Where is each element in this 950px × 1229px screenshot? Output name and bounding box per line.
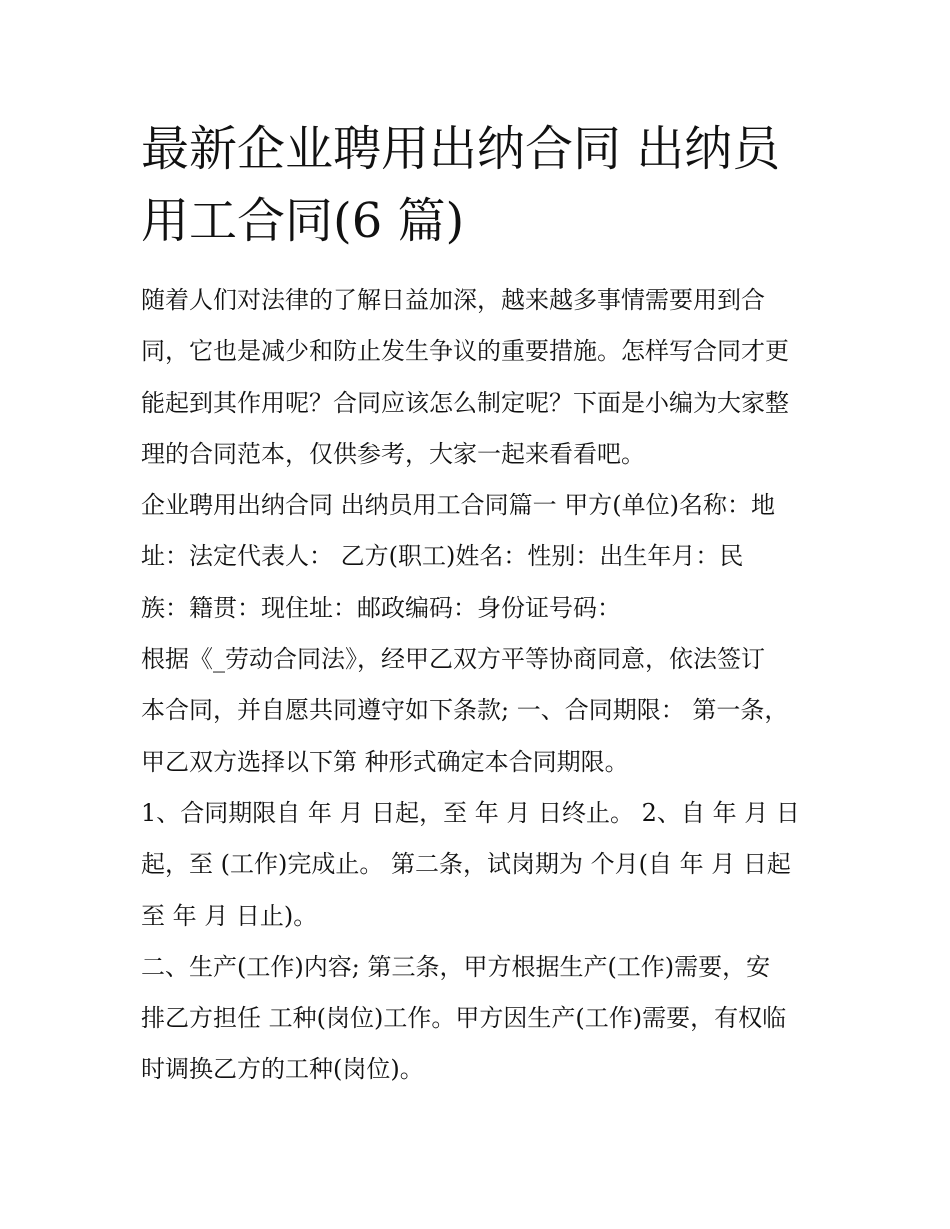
work-content-paragraph-line: 时调换乙方的工种(岗位)。: [141, 1055, 424, 1084]
term-paragraph-line: 起，至 (工作)完成止。 第二条，试岗期为 个月(自 年 月 日起: [141, 850, 791, 879]
intro-paragraph-line: 同，它也是减少和防止发生争议的重要措施。怎样写合同才更: [141, 337, 789, 366]
title-line-1: 最新企业聘用出纳合同 出纳员: [141, 121, 781, 177]
term-paragraph-line: 1、合同期限自 年 月 日起，至 年 月 日终止。 2、自 年 月 日: [141, 798, 800, 827]
document-body: [141, 275, 831, 1096]
intro-paragraph-line: 随着人们对法律的了解日益加深，越来越多事情需要用到合: [141, 286, 765, 314]
intro-paragraph-line: 理的合同范本，仅供参考，大家一起来看看吧。: [141, 439, 645, 468]
term-paragraph-line: 至 年 月 日止)。: [141, 901, 318, 930]
basis-paragraph-line: 本合同，并自愿共同遵守如下条款; 一、合同期限： 第一条，: [141, 696, 789, 725]
basis-paragraph-line: 甲乙双方选择以下第 种形式确定本合同期限。: [141, 747, 629, 776]
parties-paragraph-line: 企业聘用出纳合同 出纳员用工合同篇一 甲方(单位)名称：地: [141, 491, 775, 520]
document-title: [141, 113, 841, 257]
work-content-paragraph-line: 排乙方担任 工种(岗位)工作。甲方因生产(工作)需要，有权临: [141, 1004, 787, 1033]
work-content-paragraph-line: 二、生产(工作)内容; 第三条，甲方根据生产(工作)需要，安: [141, 952, 771, 981]
title-line-2: 用工合同(6 篇): [141, 193, 465, 249]
parties-paragraph-line: 址：法定代表人： 乙方(职工)姓名：性别：出生年月：民: [141, 542, 744, 571]
basis-paragraph-line: 根据《_劳动合同法》，经甲乙双方平等协商同意，依法签订: [141, 645, 765, 674]
intro-paragraph-line: 能起到其作用呢？合同应该怎么制定呢？下面是小编为大家整: [141, 388, 789, 417]
parties-paragraph-line: 族：籍贯：现住址：邮政编码：身份证号码：: [141, 593, 621, 622]
